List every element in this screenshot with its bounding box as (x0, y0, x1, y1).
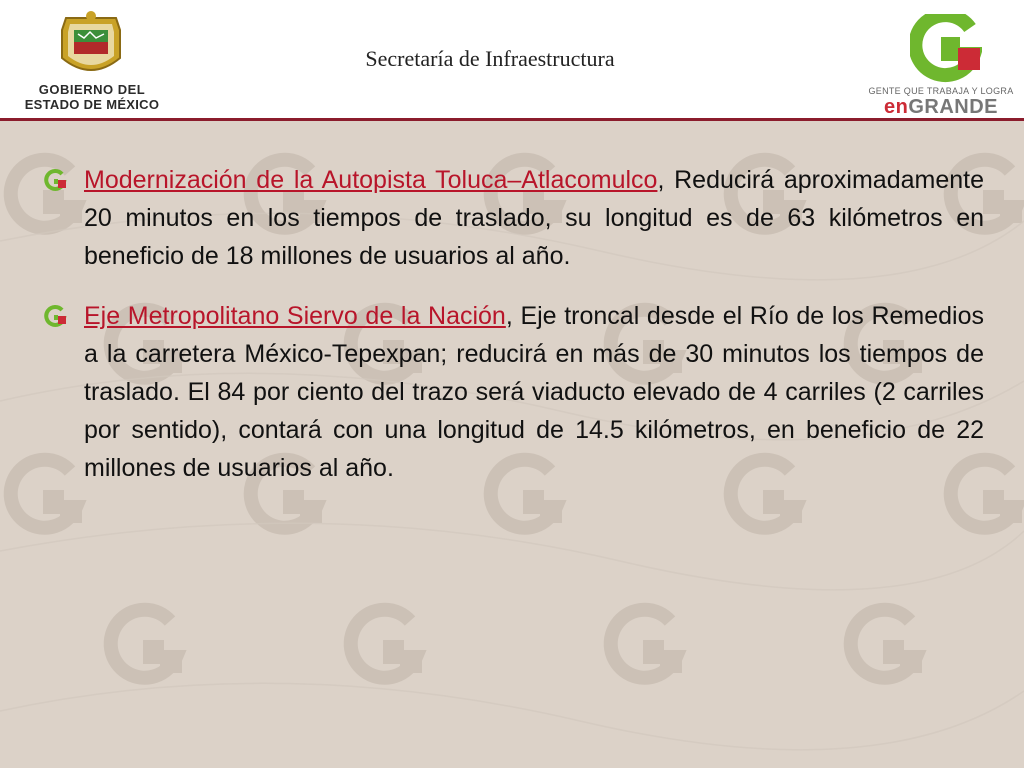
government-line-2: ESTADO DE MÉXICO (24, 97, 160, 112)
brand-tagline: GENTE QUE TRABAJA Y LOGRA (868, 86, 1014, 96)
brand-word-grande: GRANDE (908, 96, 998, 118)
slide-header (0, 0, 1024, 118)
brand-wordmark (868, 96, 1014, 119)
list-item (44, 161, 984, 275)
government-line-1: GOBIERNO DEL (38, 82, 146, 97)
g-bullet-icon (44, 304, 68, 328)
list-item (44, 297, 984, 487)
g-logo-icon (910, 14, 982, 86)
project-link-toluca-atlacomulco[interactable]: Modernización de la Autopista Toluca–Atlacomulco (84, 166, 658, 194)
page-title: Secretaría de Infraestructura (365, 46, 615, 71)
brand-word-en: en (883, 96, 909, 118)
project-description: , Eje troncal desde el Río de los Remedios a la carretera México-Tepexpan; reducirá en más de 30 minutos los tiempos de traslado. El 84 por ciento del trazo será viaducto elevado de 4 carriles (2 carriles por sentido), contará con una longitud de 14.5 kilómetros, en beneficio de 22 millones de usuarios al año. (84, 302, 984, 482)
engrande-logo (868, 10, 1018, 118)
g-bullet-icon (44, 168, 68, 192)
project-link-siervo-de-la-nacion[interactable]: Eje Metropolitano Siervo de la Nación (84, 302, 506, 330)
project-description: , Reducirá aproximadamente 20 minutos en los tiempos de traslado, su longitud es de 63 kilómetros en beneficio de 18 millones de usuarios al año. (84, 166, 984, 270)
bullet-list (44, 161, 984, 509)
